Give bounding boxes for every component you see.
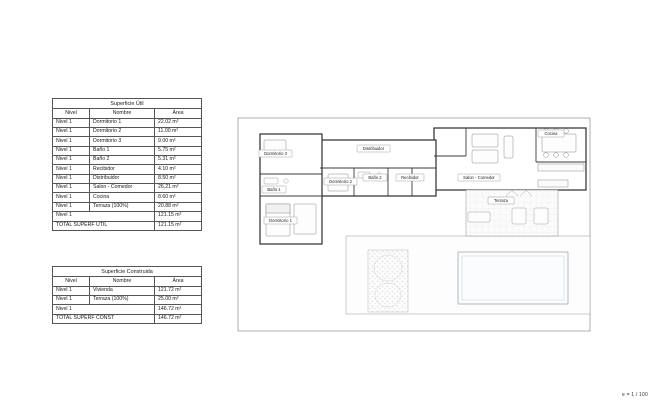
cell-nombre: Vivienda [90,286,155,295]
table-title: Superficie Construida [53,267,202,277]
table-row [53,128,202,137]
subtotal-row [53,212,202,221]
label-terraza: Terraza [494,198,508,203]
cell-area: 22.02 m² [155,118,202,127]
cell-nivel: Nivel 1 [53,286,90,295]
cell-nombre: Terraza (100%) [90,296,155,305]
subtotal-row [53,305,202,314]
cell-nivel: Nivel 1 [53,137,90,146]
table-title-row [53,99,202,109]
cell-nivel: Nivel 1 [53,146,90,155]
cell-nivel: Nivel 1 [53,174,90,183]
label-dormitorio-2: Dormitorio 2 [329,179,352,184]
cell-nivel: Nivel 1 [53,296,90,305]
cell-nombre: Dormitorio 3 [90,137,155,146]
cell-area: 26.21 m² [155,184,202,193]
cell-nombre: Terraza (100%) [90,202,155,211]
subtotal-label: Nivel 1 [53,212,155,221]
label-cocina: Cocina [544,131,558,136]
subtotal-label: Nivel 1 [53,305,155,314]
total-label: TOTAL SUPERF UTIL [53,221,155,230]
cell-nivel: Nivel 1 [53,184,90,193]
column-header-nombre: Nombre [90,277,155,286]
column-header-area: Área [155,109,202,118]
cell-nombre: Baño 1 [90,146,155,155]
table-title-row [53,267,202,277]
table-row [53,146,202,155]
cell-nombre: Cocina [90,193,155,202]
floor-plan-drawing [236,100,606,340]
furniture-outdoor-dining [468,212,490,222]
table-row [53,193,202,202]
cell-area: 11.00 m² [155,128,202,137]
cell-area: 20.88 m² [155,202,202,211]
superficie-util-table [52,98,202,231]
table-row [53,286,202,295]
table-row [53,202,202,211]
table-title: Superficie Útil [53,99,202,109]
table-row [53,184,202,193]
cell-nivel: Nivel 1 [53,128,90,137]
total-label: TOTAL SUPERF CONST [53,314,155,323]
column-header-area: Área [155,277,202,286]
subtotal-value: 121.15 m² [155,212,202,221]
label-distribuidor: Distribuidor [362,146,385,151]
cell-nombre: Salon - Comedor [90,184,155,193]
table-row [53,156,202,165]
table-header-row [53,109,202,118]
cell-nivel: Nivel 1 [53,193,90,202]
cell-nivel: Nivel 1 [53,165,90,174]
total-value: 121.15 m² [155,221,202,230]
table-row [53,174,202,183]
cell-area: 8.50 m² [155,174,202,183]
cell-nivel: Nivel 1 [53,118,90,127]
total-value: 146.72 m² [155,314,202,323]
table-row [53,165,202,174]
cell-area: 4.10 m² [155,165,202,174]
table-row [53,118,202,127]
swimming-pool [458,252,568,304]
table-row [53,137,202,146]
label-bano-2: Baño 2 [368,175,382,180]
label-dormitorio-3: Dormitorio 3 [264,151,287,156]
column-header-nivel: Nivel [53,277,90,286]
cell-nombre: Recibidor [90,165,155,174]
table-header-row [53,277,202,286]
subtotal-value: 146.72 m² [155,305,202,314]
cell-nombre: Dormitorio 2 [90,128,155,137]
label-bano-1: Baño 1 [267,187,281,192]
table-row [53,296,202,305]
label-dormitorio-1: Dormitorio 1 [269,218,292,223]
cell-area: 5.75 m² [155,146,202,155]
cell-nivel: Nivel 1 [53,156,90,165]
label-salon-comedor: Salon - Comedor [463,175,495,180]
cell-area: 25.00 m² [155,296,202,305]
cell-area: 121.72 m² [155,286,202,295]
cell-area: 5.31 m² [155,156,202,165]
cell-area: 9.00 m² [155,137,202,146]
cell-nombre: Distribuidor [90,174,155,183]
column-header-nivel: Nivel [53,109,90,118]
cell-nombre: Dormitorio 1 [90,118,155,127]
label-recibidor: Recibidor [401,175,419,180]
total-row [53,314,202,323]
cell-area: 8.60 m² [155,193,202,202]
cell-nombre: Baño 2 [90,156,155,165]
column-header-nombre: Nombre [90,109,155,118]
scale-note: e = 1 / 100 [622,392,648,398]
cell-nivel: Nivel 1 [53,202,90,211]
total-row [53,221,202,230]
superficie-construida-table [52,266,202,324]
